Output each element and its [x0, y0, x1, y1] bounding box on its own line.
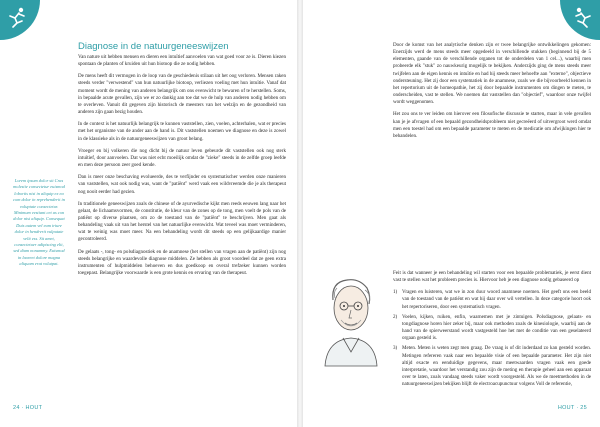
list-text: Meten. Meten is weten zegt men graag. De vraag is of dit inderdaad zo kan gesteld worden. Metingen refereren vaak naar een bepaalde visie of een bepaalde parameter. Het zijn niet altijd exacte en eenduidige gegevens, maar meetwaarden vragen vaak een goede interpretatie, waardoor het verstandig zou zijn de meting en therapie geheel aan een apparaat over te laten, zoals vandaag steeds vaker wordt voorgesteld. Als we de meetmethoden in de natuurgeneeswijzen bekijken blijft de electroacupunctuur volgens Voll de referentie, [402, 345, 591, 388]
paragraph: Door de komst van het analytische denken zijn er twee belangrijke ontwikkelingen gekomen: Enerzijds werd de mens steeds meer opgedeeld in verschillende stukken (beginnend bij de 5 elementen, gaande van de verschillende organen tot de onderdelen van 1 cel...), waarbij men probeerde elk "stuk" zo nauwkeurig mogelijk te bekijken. Anderzijds ging de mens steeds meer twijfelen aan de eigen kennis en intuïtie en had hij steeds meer behoefte aan "externe", objectieve ondersteuning. Het zij door een systematiek in de anamnese, zoals we die bijvoorbeeld kennen in het repertorium uit de homeopathie, het zij door bepaalde instrumenten om dingen te meten, te onderscheiden, vast te stellen. We noemen dat vaststellen dan "objectief", waardoor onze twijfel wordt weggenomen. [393, 42, 591, 106]
list-text: Vragen en luisteren, wat we in zon duur woord anamnese noemen. Het geeft ons een beeld van de toestand van de patiënt en wat hij daar over wil vertellen. In deze categorie hoort ook het repertoriseren, door een systematisch vragen. [402, 289, 591, 310]
list-number: 3) [393, 345, 398, 352]
leaping-figure-icon [6, 6, 28, 28]
paragraph: Van nature uit hebben mensen en dieren een intuïtief aanvoelen van wat goed voor ze is. Dieren kiezen spontaan de planten of kruiden uit hun biotoop die ze nodig hebben. [78, 54, 286, 68]
numbered-list [393, 289, 591, 388]
margin-note: Lorem ipsum dolor sit Cras molestie consectetur euismod lobortis nisi in aliquip ex ea com dolor in reprehenderit in voluptate consectetur. Minimum vestiant cet as con dolor nisi aliquip. Consequat Duis autem vel eum iriure dolor in hendrerit vulputate velit ess. Sit amet, consectetuer adipiscing elit, sed diam nonummy. Euismod in laoreet dolore magna aliquam erat volutpat. [13, 178, 65, 267]
section-heading: Diagnose in de natuurgeneeswijzen [78, 41, 229, 52]
paragraph: De mens heeft dit vermogen in de loop van de geschiedenis stilaan uit het oog verloren. Mensen raken steeds verder "verwestend" van hun natuurlijke biotoop, verliezen voeling met hun intuïtie. Vanaf dat moment wordt de mening van anderen belangrijk om ons evenwicht te bewaren of te herstellen. Soms, in bepaalde acute gevallen, zijn we er zo dankig aan toe dat we de hulp van anderen nodig hebben om te overleven. Vanuit dit gegeven zijn historisch de meesters van het welzijn en de gezondheid van anderen zijn gaan bezig houden. [78, 73, 286, 116]
list-item [393, 289, 591, 310]
corner-tab-right [560, 0, 600, 40]
paragraph: Het zou ons te ver leiden om hierover een filosofische discussie te starten, maar in vele gevallen kan je je afvragen of een bepaald gezondheidsprobleem niet gecreëerd of uitvergroot werd omdat men een toestel had om een bepaalde parameter te meten en de medicatie om afwijkingen hier te behandelen. [393, 111, 591, 139]
list-item [393, 345, 591, 388]
paragraph: In traditionele geneeswijzen zoals de chinese of de ayurvedische kijkt men reeds eeuwen lang naar het gelaat, de lichaamsvormen, de constitutie, de kleur van de zones op de tong, men voelt de pols van de patiënt op diverse plaatsen, om zo de toestand van de "patiënt" te beschrijven. Men gaat als behandeling vaak uit van het herstel van het natuurlijke evenwicht. Wat teveel was moet verminderen, wat te weinig was moet meer. Na een behandeling wordt dit steeds op een gelijkaardige manier gecontroleerd. [78, 200, 286, 243]
corner-tab-left [0, 0, 40, 40]
paragraph: De gelaats -, tong- en polsdiagnostiek en de anamnese (het stellen van vragen aan de patiënt) zijn nog steeds belangrijke en waardevolle diagnose middelen. Ze hebben als groot voordeel dat ze geen extra instrumenten of hulpmiddelen behoeven en dus goedkoop en overal trefzeker kunnen worden toegepast. Belangrijke voorwaarde is een grote kennis en ervaring van de therapeut. [78, 248, 286, 277]
right-body-column-lower [393, 270, 591, 391]
paragraph: Feit is dat wanneer je een behandeling wil starten voor een bepaalde problematiek, je eerst dient vast te stellen wat het probleem precies is. Hiervoor heb je een diagnose nodig gebaseerd op [393, 270, 591, 284]
paragraph: Vroeger en bij volkeren die nog dicht bij de natuur leven gebeurde dit vaststellen ook nog sterk intuïtief, door aanvoelen. Dat was niet echt moeilijk omdat de "zieke" steeds in de zelfde groep leefde en men deze persoon zeer goed kende. [78, 147, 286, 169]
left-page [0, 0, 297, 427]
paragraph: In de context is het natuurlijk belangrijk te kunnen vaststellen, zien, voelen, achterhalen, wat er precies met het organisme van de ander aan de hand is. Dit vaststellen noemen we diagnose en deze is zowel in de klassieke als in de natuurgeneeswijzen van groot belang. [78, 121, 286, 142]
page-footer-left: 24 · HOUT [13, 405, 43, 411]
right-body-column-top [393, 42, 591, 145]
portrait-illustration [311, 268, 391, 368]
page-footer-right: HOUT · 25 [557, 405, 587, 411]
paragraph: Dan is meer onze beschaving evolueerde, des te verfijnder en systematischer werden onze manieren van vaststellen, wat ook nodig was, want de "patiënt" werd vaak een wildvreemde die je als therapeut nog nooit eerder had gezien. [78, 174, 286, 195]
right-page [303, 0, 600, 427]
list-number: 2) [393, 313, 398, 320]
list-text: Voelen, kijken, ruiken, enfin, waarnemen met je zintuigen. Polsdiagnose, gelaats- en tongdiagnose horen hier zeker bij, maar ook methoden zoals de kinesiologie, waarbij aan de hand van de spierweerstand wordt vastgesteld hoe het met de conditie van een geselateerd orgaan gesteld is. [402, 313, 591, 342]
list-item [393, 314, 591, 343]
leaping-figure-icon [572, 6, 594, 28]
list-number: 1) [393, 289, 398, 296]
left-body-column [78, 54, 286, 282]
